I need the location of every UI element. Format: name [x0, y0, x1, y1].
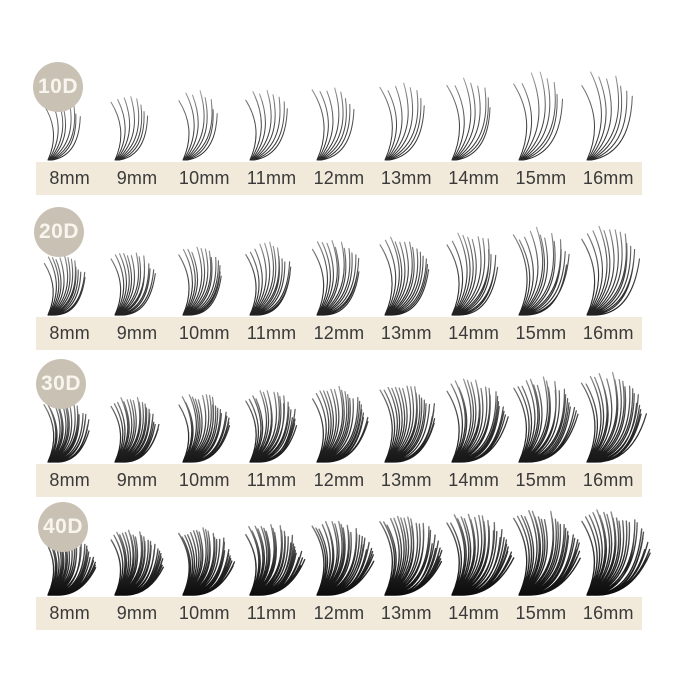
cluster-cell: [507, 199, 574, 317]
density-badge: 10D: [33, 62, 83, 112]
cluster-cell: [373, 44, 440, 162]
lash-cluster-10d-16mm: [575, 44, 642, 162]
cluster-cell: [440, 199, 507, 317]
length-label: 10mm: [178, 603, 230, 623]
lash-area: [36, 199, 642, 317]
cluster-strip: [36, 44, 642, 162]
cluster-cell: [238, 499, 305, 597]
cluster-cell: [575, 199, 642, 317]
cluster-cell: [305, 499, 372, 597]
density-badge: 40D: [38, 502, 88, 552]
lash-cluster-30d-15mm: [507, 354, 574, 464]
cluster-cell: [575, 354, 642, 464]
cluster-cell: [373, 499, 440, 597]
cluster-cell: [171, 499, 238, 597]
lash-cluster-30d-12mm: [305, 354, 372, 464]
lash-cluster-40d-11mm: [238, 499, 305, 597]
lash-area: [36, 44, 642, 162]
length-label: 16mm: [582, 168, 634, 188]
length-label: 9mm: [116, 603, 158, 623]
cluster-cell: [171, 354, 238, 464]
lash-cluster-10d-11mm: [238, 44, 305, 162]
length-label-strip: [36, 464, 642, 497]
length-label-strip: [36, 317, 642, 350]
length-label: 15mm: [515, 470, 567, 490]
lash-cluster-20d-11mm: [238, 199, 305, 317]
lash-cluster-10d-9mm: [103, 44, 170, 162]
length-label-strip: [36, 162, 642, 195]
lash-cluster-20d-9mm: [103, 199, 170, 317]
lash-cluster-20d-15mm: [507, 199, 574, 317]
lash-cluster-30d-14mm: [440, 354, 507, 464]
cluster-cell: [238, 354, 305, 464]
length-label: 13mm: [380, 323, 432, 343]
cluster-cell: [440, 354, 507, 464]
length-label: 10mm: [178, 323, 230, 343]
length-label: 12mm: [313, 168, 365, 188]
lash-cluster-10d-12mm: [305, 44, 372, 162]
lash-cluster-20d-16mm: [575, 199, 642, 317]
lash-cluster-40d-14mm: [440, 499, 507, 597]
cluster-strip: [36, 499, 642, 597]
cluster-cell: [507, 354, 574, 464]
lash-cluster-20d-13mm: [373, 199, 440, 317]
lash-cluster-20d-14mm: [440, 199, 507, 317]
lash-cluster-40d-13mm: [373, 499, 440, 597]
lash-cluster-30d-10mm: [171, 354, 238, 464]
length-label: 14mm: [448, 603, 500, 623]
cluster-cell: [575, 499, 642, 597]
lash-cluster-30d-11mm: [238, 354, 305, 464]
lash-cluster-10d-14mm: [440, 44, 507, 162]
lash-cluster-10d-15mm: [507, 44, 574, 162]
length-label: 12mm: [313, 323, 365, 343]
cluster-cell: [238, 44, 305, 162]
cluster-strip: [36, 354, 642, 464]
lash-area: [36, 354, 642, 464]
length-label: 13mm: [380, 168, 432, 188]
length-label: 8mm: [49, 323, 90, 343]
lash-cluster-20d-10mm: [171, 199, 238, 317]
density-row-20d: [36, 199, 642, 350]
length-label: 13mm: [380, 603, 432, 623]
cluster-cell: [373, 354, 440, 464]
length-label: 12mm: [313, 603, 365, 623]
cluster-cell: [373, 199, 440, 317]
length-label: 15mm: [515, 168, 567, 188]
cluster-cell: [171, 44, 238, 162]
length-label: 9mm: [116, 470, 158, 490]
cluster-strip: [36, 199, 642, 317]
length-label: 8mm: [49, 168, 90, 188]
length-label: 11mm: [246, 470, 297, 490]
length-label: 9mm: [116, 323, 158, 343]
length-label: 14mm: [448, 168, 500, 188]
length-label: 9mm: [116, 168, 158, 188]
length-label: 14mm: [448, 470, 500, 490]
length-label: 10mm: [178, 168, 230, 188]
density-row-40d: [36, 499, 642, 630]
length-label: 15mm: [515, 323, 567, 343]
cluster-cell: [440, 499, 507, 597]
length-label: 13mm: [380, 470, 432, 490]
lash-cluster-40d-16mm: [575, 499, 642, 597]
length-label: 11mm: [246, 603, 297, 623]
cluster-cell: [507, 44, 574, 162]
length-label: 11mm: [246, 168, 297, 188]
cluster-cell: [305, 354, 372, 464]
cluster-cell: [103, 499, 170, 597]
length-label: 12mm: [313, 470, 365, 490]
lash-cluster-40d-9mm: [103, 499, 170, 597]
lash-cluster-40d-10mm: [171, 499, 238, 597]
cluster-cell: [171, 199, 238, 317]
lash-cluster-40d-12mm: [305, 499, 372, 597]
lash-cluster-30d-16mm: [575, 354, 642, 464]
cluster-cell: [305, 44, 372, 162]
lash-cluster-10d-13mm: [373, 44, 440, 162]
lash-cluster-10d-10mm: [171, 44, 238, 162]
lash-cluster-30d-9mm: [103, 354, 170, 464]
cluster-cell: [575, 44, 642, 162]
cluster-cell: [305, 199, 372, 317]
cluster-cell: [238, 199, 305, 317]
cluster-cell: [440, 44, 507, 162]
length-label: 11mm: [246, 323, 297, 343]
density-row-10d: [36, 44, 642, 195]
length-label: 16mm: [582, 323, 634, 343]
length-label: 16mm: [582, 470, 634, 490]
cluster-cell: [103, 44, 170, 162]
length-label: 14mm: [448, 323, 500, 343]
density-badge: 30D: [36, 359, 86, 409]
length-label: 15mm: [515, 603, 567, 623]
lash-cluster-40d-15mm: [507, 499, 574, 597]
cluster-cell: [103, 199, 170, 317]
lash-cluster-30d-13mm: [373, 354, 440, 464]
length-label: 8mm: [49, 470, 90, 490]
lash-area: [36, 499, 642, 597]
cluster-cell: [103, 354, 170, 464]
density-badge: 20D: [34, 207, 84, 257]
lash-cluster-20d-12mm: [305, 199, 372, 317]
length-label-strip: [36, 597, 642, 630]
length-label: 8mm: [49, 603, 90, 623]
density-row-30d: [36, 354, 642, 497]
length-label: 16mm: [582, 603, 634, 623]
length-label: 10mm: [178, 470, 230, 490]
cluster-cell: [507, 499, 574, 597]
